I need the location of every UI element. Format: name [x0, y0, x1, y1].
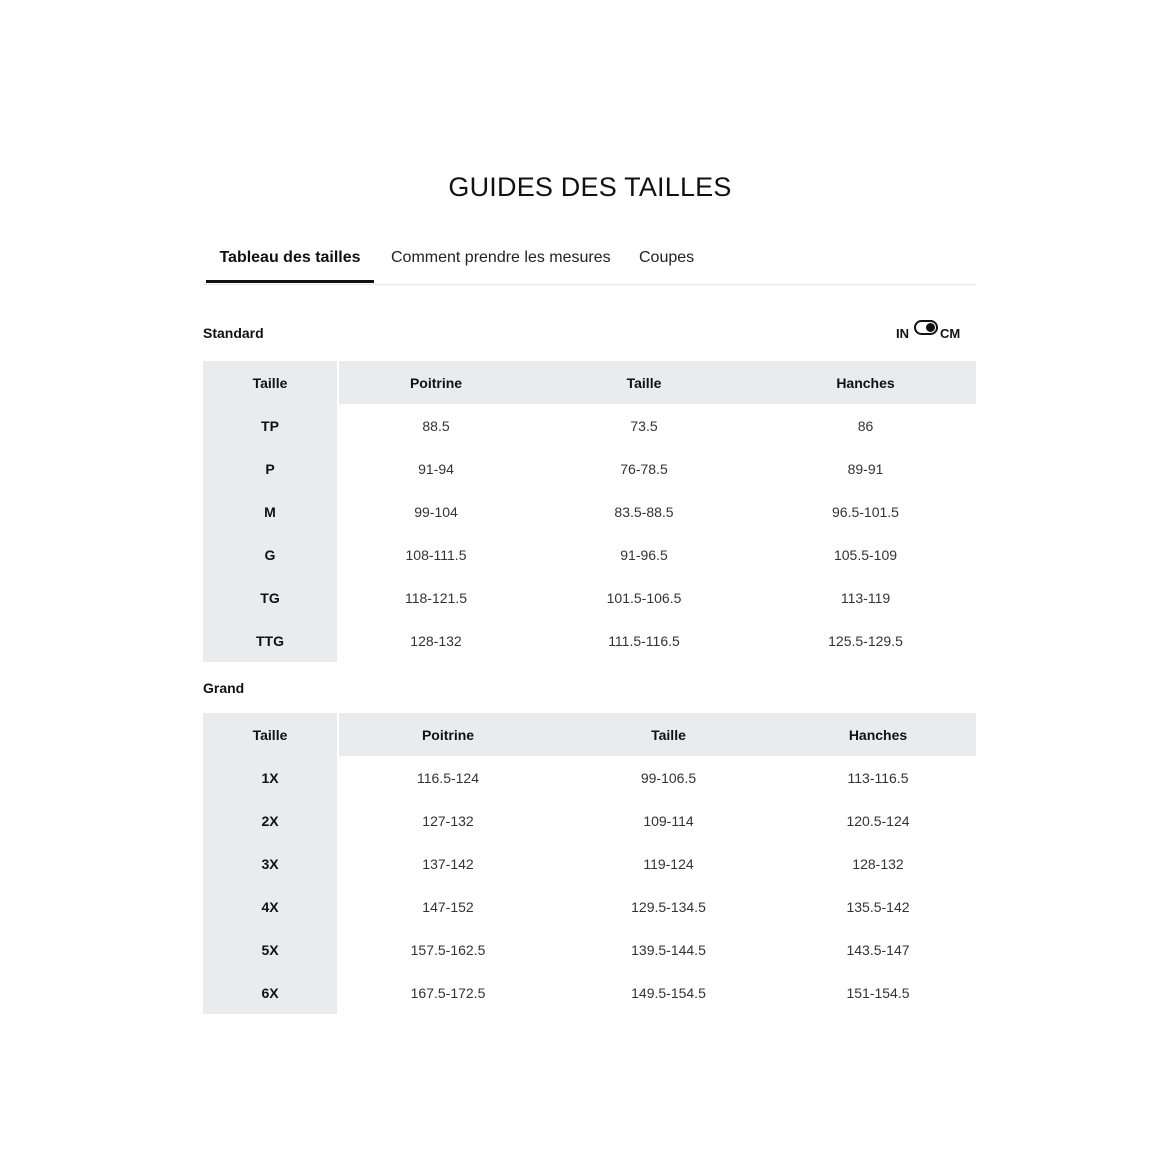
chest-cell: 167.5-172.5 [410, 984, 486, 1001]
table-row [203, 447, 976, 490]
waist-cell: 111.5-116.5 [608, 632, 680, 649]
waist-cell: 129.5-134.5 [631, 898, 706, 915]
table-header-row [203, 361, 976, 404]
table-header-row [203, 713, 976, 756]
tab-size-chart[interactable]: Tableau des tailles [206, 236, 374, 283]
waist-cell: 119-124 [643, 855, 694, 872]
waist-cell: 83.5-88.5 [614, 503, 674, 520]
chest-cell: 88.5 [422, 417, 450, 434]
tab-bar [203, 236, 976, 285]
hips-cell: 143.5-147 [846, 941, 910, 958]
table-row [203, 928, 976, 971]
size-cell: 6X [203, 971, 338, 1014]
table-row [203, 619, 976, 662]
table-row [203, 842, 976, 885]
column-header-hips: Hanches [755, 361, 976, 404]
hips-cell: 120.5-124 [846, 812, 910, 829]
table-row [203, 490, 976, 533]
size-cell: 2X [203, 799, 338, 842]
section-label-grand: Grand [203, 680, 245, 696]
column-header-hips: Hanches [780, 713, 976, 756]
table-row [203, 799, 976, 842]
chest-cell: 137-142 [422, 855, 474, 872]
size-cell: 1X [203, 756, 338, 799]
size-cell: 5X [203, 928, 338, 971]
table-row [203, 756, 976, 799]
hips-cell: 105.5-109 [833, 546, 898, 563]
hips-cell: 135.5-142 [846, 898, 910, 915]
size-cell: G [203, 533, 338, 576]
chest-cell: 118-121.5 [404, 589, 467, 606]
table-row [203, 533, 976, 576]
chest-cell: 91-94 [418, 460, 454, 477]
table-row [203, 576, 976, 619]
waist-cell: 91-96.5 [620, 546, 668, 563]
column-header-waist: Taille [557, 713, 780, 756]
size-cell: 3X [203, 842, 338, 885]
chest-cell: 99-104 [414, 503, 458, 520]
column-header-waist: Taille [533, 361, 755, 404]
waist-cell: 73.5 [630, 417, 658, 434]
chest-cell: 127-132 [422, 812, 474, 829]
size-cell: P [203, 447, 338, 490]
tab-how-to-measure[interactable]: Comment prendre les mesures [391, 249, 611, 266]
waist-cell: 139.5-144.5 [631, 941, 706, 958]
unit-label-cm[interactable]: CM [940, 326, 961, 341]
table-row [203, 885, 976, 928]
column-header-size: Taille [203, 713, 338, 756]
hips-cell: 96.5-101.5 [832, 503, 899, 520]
table-row [203, 404, 976, 447]
size-table-standard [203, 361, 976, 662]
hips-cell: 89-91 [847, 460, 884, 477]
size-cell: 4X [203, 885, 338, 928]
chest-cell: 128-132 [410, 632, 462, 649]
switch-knob [926, 323, 935, 332]
waist-cell: 109-114 [643, 812, 694, 829]
hips-cell: 113-116.5 [847, 769, 909, 786]
chest-cell: 147-152 [422, 898, 474, 915]
size-cell: TTG [203, 619, 338, 662]
tab-fits[interactable]: Coupes [639, 249, 695, 266]
waist-cell: 101.5-106.5 [606, 589, 682, 606]
chest-cell: 116.5-124 [416, 769, 479, 786]
hips-cell: 151-154.5 [846, 984, 910, 1001]
page-title: GUIDES DES TAILLES [448, 172, 732, 202]
waist-cell: 99-106.5 [640, 769, 697, 786]
column-header-chest: Poitrine [338, 361, 533, 404]
chest-cell: 108-111.5 [405, 546, 467, 563]
chest-cell: 157.5-162.5 [410, 941, 486, 958]
table-row [203, 971, 976, 1014]
hips-cell: 125.5-129.5 [828, 632, 903, 649]
hips-cell: 113-119 [840, 589, 891, 606]
hips-cell: 86 [857, 417, 874, 434]
size-cell: TP [203, 404, 338, 447]
column-header-chest: Poitrine [338, 713, 557, 756]
waist-cell: 149.5-154.5 [631, 984, 706, 1001]
waist-cell: 76-78.5 [620, 460, 668, 477]
hips-cell: 128-132 [852, 855, 904, 872]
column-header-size: Taille [203, 361, 338, 404]
size-table-grand [203, 713, 976, 1014]
size-cell: M [203, 490, 338, 533]
unit-label-in[interactable]: IN [896, 326, 909, 341]
unit-switch[interactable] [914, 320, 938, 335]
size-cell: TG [203, 576, 338, 619]
section-label-standard: Standard [203, 325, 264, 341]
